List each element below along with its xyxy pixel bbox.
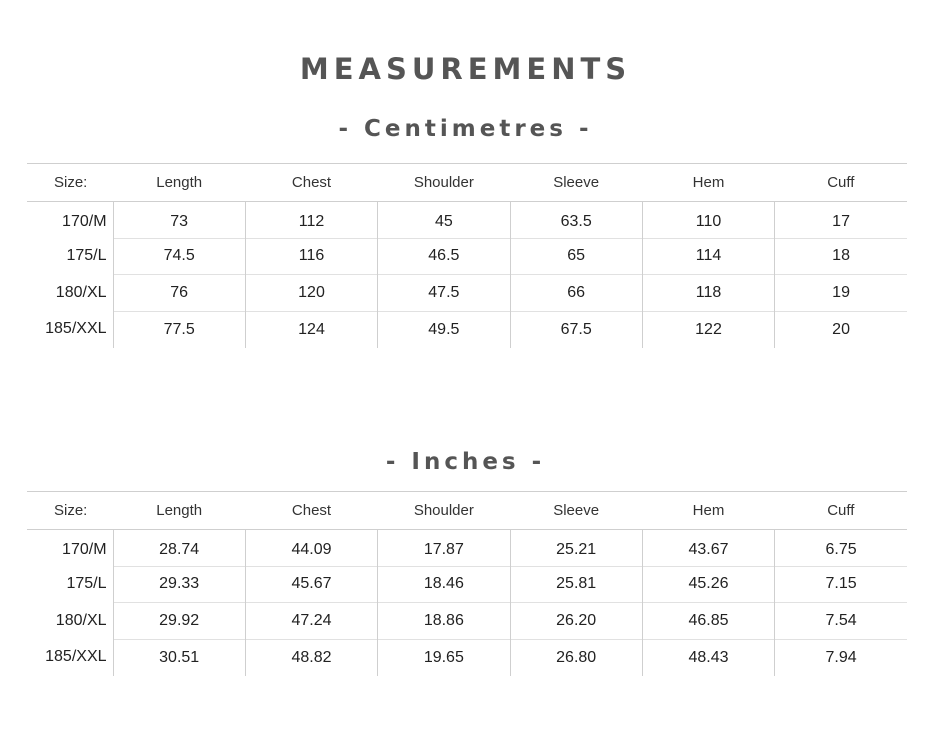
- sleeve-cell: 25.81: [510, 566, 642, 603]
- page-title: MEASUREMENTS: [299, 52, 632, 86]
- header-shoulder: Shoulder: [413, 502, 474, 519]
- cuff-cell: 7.15: [775, 566, 907, 603]
- header-cuff: Cuff: [827, 502, 855, 519]
- length-cell: 30.51: [113, 639, 245, 676]
- table-row: [27, 275, 907, 312]
- hem-cell: 45.26: [642, 566, 774, 603]
- table-row: [27, 603, 907, 640]
- table-row: [27, 238, 907, 275]
- header-sleeve: Sleeve: [553, 502, 600, 519]
- size-cell: 175/L: [66, 575, 107, 593]
- header-length: Length: [156, 502, 203, 519]
- shoulder-cell: 19.65: [378, 639, 510, 676]
- header-size: Size:: [54, 502, 88, 519]
- hem-cell: 46.85: [642, 603, 774, 640]
- inches-table: [27, 491, 907, 676]
- sleeve-cell: 26.20: [510, 603, 642, 640]
- length-cell: 29.33: [113, 566, 245, 603]
- shoulder-cell: 49.5: [378, 311, 510, 348]
- length-cell: 73: [113, 202, 245, 239]
- inches-heading: - Inches -: [385, 449, 546, 475]
- shoulder-cell: 18.46: [378, 566, 510, 603]
- chest-cell: 124: [245, 311, 377, 348]
- length-cell: 77.5: [113, 311, 245, 348]
- size-cell: 170/M: [62, 213, 107, 230]
- header-shoulder: Shoulder: [413, 174, 474, 191]
- table-row: [27, 202, 907, 239]
- size-cell: 185/XXL: [45, 648, 107, 666]
- header-cuff: Cuff: [827, 174, 855, 191]
- chest-cell: 116: [245, 238, 377, 275]
- centimetres-table: [27, 163, 907, 348]
- header-sleeve: Sleeve: [553, 174, 600, 191]
- chest-cell: 44.09: [245, 530, 377, 567]
- sleeve-cell: 65: [510, 238, 642, 275]
- cuff-cell: 7.94: [775, 639, 907, 676]
- hem-cell: 110: [642, 202, 774, 239]
- size-cell: 175/L: [66, 247, 107, 265]
- size-cell: 185/XXL: [45, 320, 107, 338]
- chest-cell: 120: [245, 275, 377, 312]
- chest-cell: 47.24: [245, 603, 377, 640]
- header-size: Size:: [54, 174, 88, 191]
- shoulder-cell: 45: [378, 202, 510, 239]
- table-row: [27, 639, 907, 676]
- chest-cell: 112: [245, 202, 377, 239]
- hem-cell: 114: [642, 238, 774, 275]
- size-cell: 170/M: [62, 541, 107, 558]
- cuff-cell: 17: [775, 202, 907, 239]
- size-cell: 180/XL: [55, 611, 107, 629]
- sleeve-cell: 67.5: [510, 311, 642, 348]
- cuff-cell: 20: [775, 311, 907, 348]
- centimetres-heading: - Centimetres -: [338, 116, 593, 142]
- length-cell: 29.92: [113, 603, 245, 640]
- chest-cell: 48.82: [245, 639, 377, 676]
- cuff-cell: 6.75: [775, 530, 907, 567]
- sleeve-cell: 63.5: [510, 202, 642, 239]
- shoulder-cell: 17.87: [378, 530, 510, 567]
- length-cell: 28.74: [113, 530, 245, 567]
- shoulder-cell: 46.5: [378, 238, 510, 275]
- hem-cell: 48.43: [642, 639, 774, 676]
- table-header-row: [27, 492, 907, 530]
- header-length: Length: [156, 174, 203, 191]
- length-cell: 74.5: [113, 238, 245, 275]
- table-header-row: [27, 164, 907, 202]
- hem-cell: 43.67: [642, 530, 774, 567]
- chest-cell: 45.67: [245, 566, 377, 603]
- shoulder-cell: 47.5: [378, 275, 510, 312]
- cuff-cell: 18: [775, 238, 907, 275]
- table-row: [27, 566, 907, 603]
- hem-cell: 122: [642, 311, 774, 348]
- sleeve-cell: 25.21: [510, 530, 642, 567]
- sleeve-cell: 66: [510, 275, 642, 312]
- length-cell: 76: [113, 275, 245, 312]
- table-row: [27, 530, 907, 567]
- header-chest: Chest: [291, 502, 332, 519]
- sleeve-cell: 26.80: [510, 639, 642, 676]
- header-hem: Hem: [692, 174, 725, 191]
- shoulder-cell: 18.86: [378, 603, 510, 640]
- cuff-cell: 7.54: [775, 603, 907, 640]
- hem-cell: 118: [642, 275, 774, 312]
- header-chest: Chest: [291, 174, 332, 191]
- table-row: [27, 311, 907, 348]
- header-hem: Hem: [692, 502, 725, 519]
- cuff-cell: 19: [775, 275, 907, 312]
- size-cell: 180/XL: [55, 283, 107, 301]
